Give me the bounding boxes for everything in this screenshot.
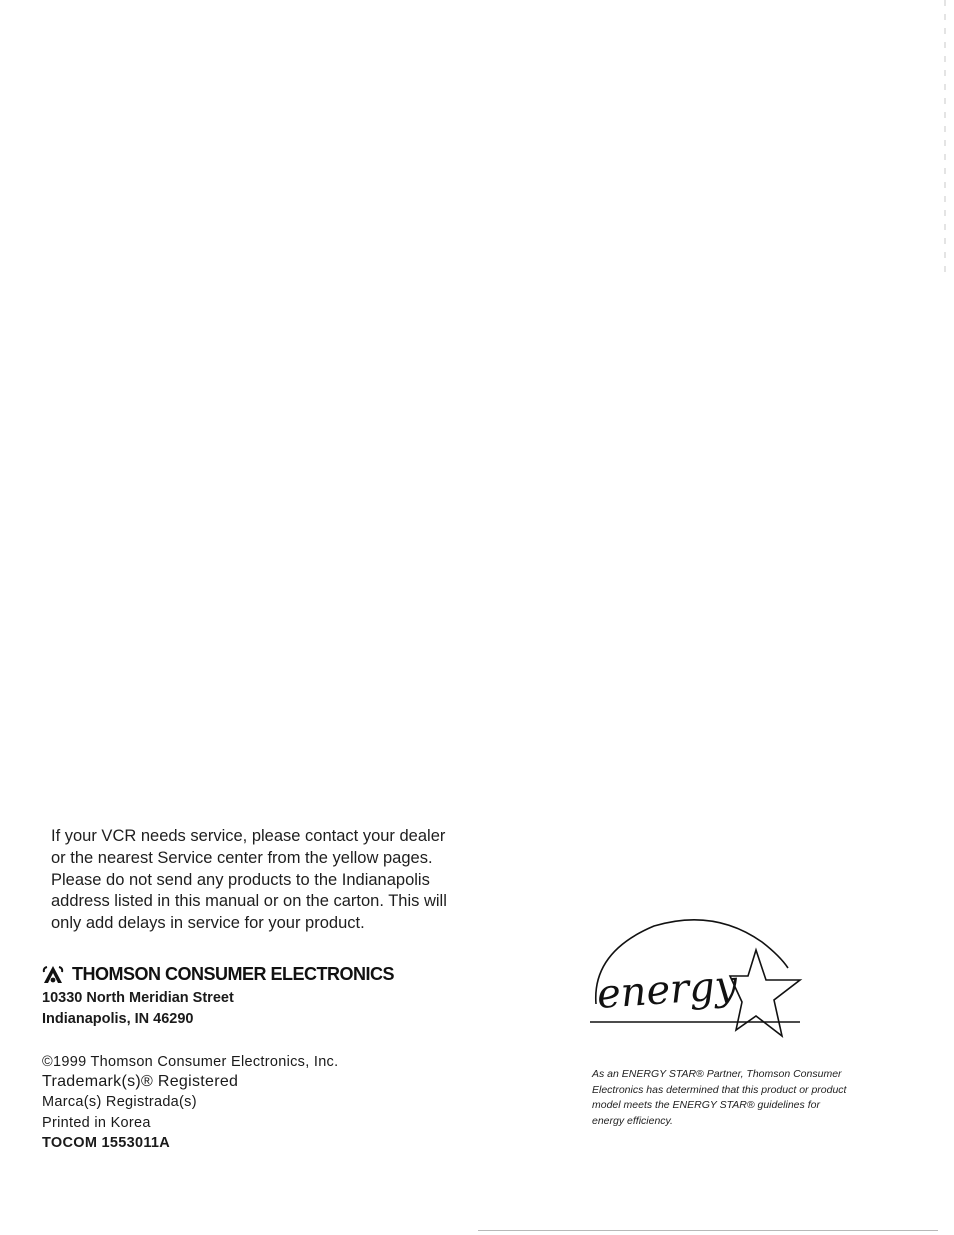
printed-in-text: Printed in Korea bbox=[42, 1114, 151, 1131]
energy-star-note: As an ENERGY STAR® Partner, Thomson Consumer Electronics has determined that this product or product model meets the ENERGY STAR® guidelines for energy efficiency. bbox=[592, 1068, 847, 1127]
scan-edge-artifact bbox=[944, 0, 946, 280]
service-notice-line: If your VCR needs service, please contact your dealer bbox=[51, 827, 446, 845]
address-city: Indianapolis, IN 46290 bbox=[42, 1011, 194, 1027]
service-notice bbox=[51, 826, 521, 935]
legal-block bbox=[42, 1052, 338, 1153]
energy-star-logo bbox=[584, 912, 814, 1054]
service-notice-line: only add delays in service for your product. bbox=[51, 914, 365, 933]
marca-text: Marca(s) Registrada(s) bbox=[42, 1094, 197, 1111]
energy-logo-text: energy bbox=[595, 962, 739, 1018]
service-notice-line: Please do not send any products to the Indianapolis bbox=[51, 870, 430, 889]
service-notice-line: address listed in this manual or on the carton. This will bbox=[51, 892, 447, 911]
brand-name: THOMSON CONSUMER ELECTRONICS bbox=[72, 964, 395, 984]
bottom-rule bbox=[478, 1230, 938, 1231]
part-number: TOCOM 1553011A bbox=[42, 1134, 171, 1151]
address-street: 10330 North Meridian Street bbox=[42, 990, 234, 1006]
thomson-logo-icon bbox=[42, 965, 64, 985]
service-notice-line: or the nearest Service center from the yellow pages. bbox=[51, 848, 433, 867]
brand-header bbox=[42, 964, 394, 985]
copyright-text: ©1999 Thomson Consumer Electronics, Inc. bbox=[42, 1054, 339, 1070]
company-address bbox=[42, 988, 234, 1030]
trademark-text: Trademark(s)® Registered bbox=[42, 1073, 239, 1091]
